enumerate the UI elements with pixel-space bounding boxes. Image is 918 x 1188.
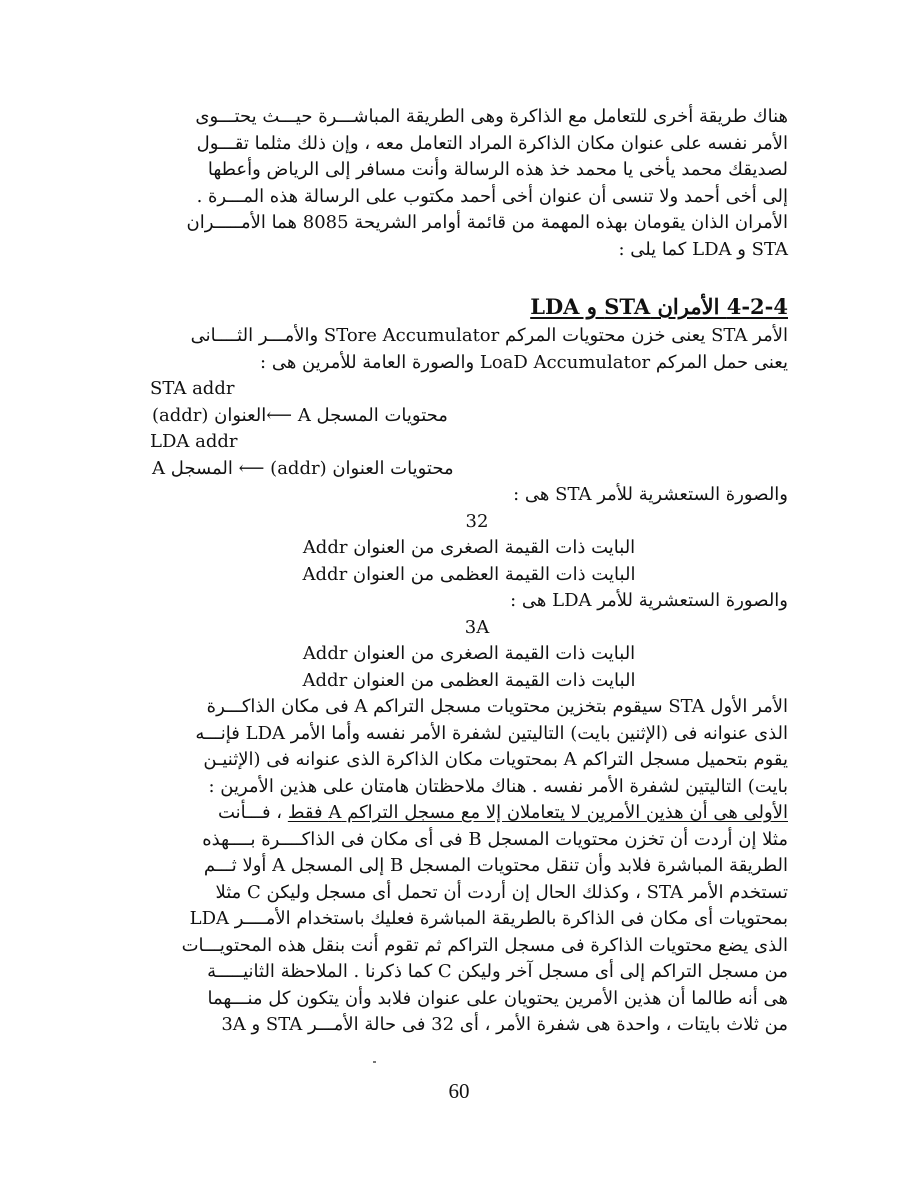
sta-opcode: 32: [465, 510, 489, 532]
text-line: الأمر الأول STA سيقوم بتخزين محتويات مسجل التراكم A فى مكان الذاكـــرة: [206, 696, 788, 717]
text-line: هناك طريقة أخرى للتعامل مع الذاكرة وهى الطريقة المباشـــرة حيـــث يحتـــوى: [195, 106, 788, 127]
scan-speck: [373, 1061, 376, 1063]
text-line: الذى يضع محتويات الذاكرة فى مسجل التراكم ثم تقوم أنت بنقل هذه المحتويـــات: [181, 934, 788, 956]
section-heading: 4-2-4 الأمران STA و LDA: [530, 294, 788, 319]
text-line: من مسجل التراكم إلى أى مسجل آخر وليكن C كما ذكرنا . الملاحظة الثانيـــــة: [207, 961, 788, 982]
text-line: الذى عنوانه فى (الإثنين بايت) التاليتين لشفرة الأمر نفسه وأما الأمر LDA فإنـــه: [195, 722, 788, 744]
text-line: STA و LDA كما يلى :: [618, 238, 788, 260]
text-line: الطريقة المباشرة فلابد وأن تنقل محتويات المسجل B إلى المسجل A أولا ثـــم: [203, 855, 788, 876]
text-line: الأمران الذان يقومان بهذه المهمة من قائمة أوامر الشريحة 8085 هما الأمـــــران: [186, 212, 788, 233]
text-line: يقوم بتحميل مسجل التراكم A بمحتويات مكان الذاكرة الذى عنوانه فى (الإثنيـن: [203, 749, 788, 770]
note-rest: ، فـــأنت: [217, 802, 288, 823]
sta-low-byte: البايت ذات القيمة الصغرى من العنوان Addr: [302, 537, 636, 558]
underlined-note: الأولى هى أن هذين الأمرين لا يتعاملان إلا مع مسجل التراكم A فقط: [287, 802, 788, 823]
lda-hex-intro: والصورة الستعشرية للأمر LDA هى :: [510, 590, 788, 611]
lda-high-byte: البايت ذات القيمة العظمى من العنوان Addr: [302, 669, 636, 691]
text-line: بمحتويات أى مكان فى الذاكرة بالطريقة المباشرة فعليك باستخدام الأمــــر LDA: [189, 908, 788, 929]
text-line: بايت) التاليتين لشفرة الأمر نفسه . هناك ملاحظتان هامتان على هذين الأمرين :: [208, 775, 788, 797]
page-number: 60: [448, 1079, 470, 1103]
lda-opcode: 3A: [464, 616, 490, 638]
text-line: هى أنه طالما أن هذين الأمرين يحتويان على عنوان فلابد وأن يتكون كل منـــهما: [207, 987, 788, 1009]
sta-high-byte: البايت ذات القيمة العظمى من العنوان Addr: [302, 563, 636, 585]
document-page: [150, 104, 788, 1039]
sta-hex-intro: والصورة الستعشرية للأمر STA هى :: [513, 484, 788, 505]
text-line: لصديقك محمد يأخى يا محمد خذ هذه الرسالة وأنت مسافر إلى الرياض وأعطها: [207, 159, 788, 180]
text-line: تستخدم الأمر STA ، وكذلك الحال إن أردت أن تحمل أى مسجل وليكن C مثلا: [215, 881, 788, 903]
body-paragraph: [150, 694, 788, 1039]
text-line: الأمر نفسه على عنوان مكان الذاكرة المراد التعامل معه ، وإن ذلك مثلما تقـــول: [196, 132, 788, 154]
intro-paragraph: [150, 104, 788, 263]
lda-low-byte: البايت ذات القيمة الصغرى من العنوان Addr: [302, 643, 636, 664]
text-line: من ثلاث بايتات ، واحدة هى شفرة الأمر ، أى 32 فى حالة الأمـــر STA و 3A: [221, 1014, 788, 1035]
text-line: يعنى حمل المركم LoaD Accumulator والصورة العامة للأمرين هى :: [260, 351, 788, 373]
definition-paragraph: [150, 323, 788, 376]
text-line: مثلا إن أردت أن تخزن محتويات المسجل B فى أى مكان فى الذاكــــرة بــــهذه: [202, 828, 788, 850]
text-line: إلى أخى أحمد ولا تنسى أن عنوان أخى أحمد مكتوب على الرسالة هذه المـــرة .: [196, 185, 788, 207]
sta-syntax: STA addr: [150, 378, 235, 399]
lda-formula: محتويات العنوان (addr) ⟵ المسجل A: [152, 457, 454, 479]
text-line: الأمر STA يعنى خزن محتويات المركم STore Accumulator والأمـــر الثــــانى: [190, 325, 788, 346]
note-line: [150, 800, 788, 827]
sta-formula: محتويات المسجل A ⟵العنوان (addr): [152, 404, 448, 426]
lda-syntax: LDA addr: [150, 431, 238, 452]
